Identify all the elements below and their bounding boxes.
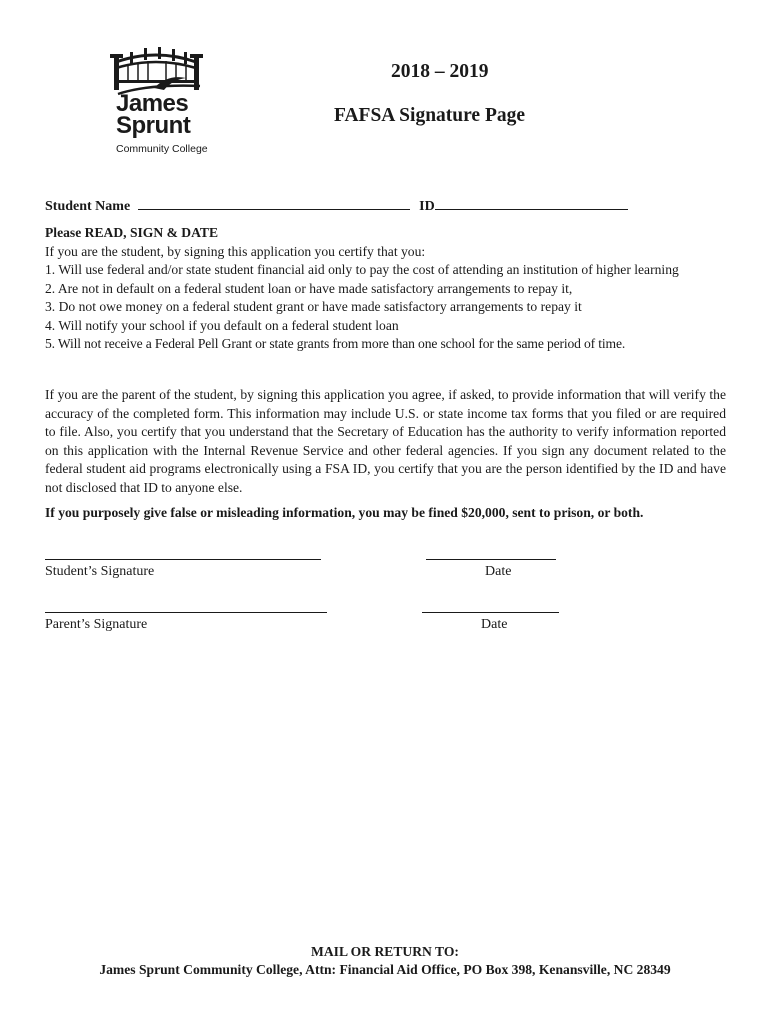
student-date-label: Date [485, 564, 512, 579]
certification-item: 4. Will notify your school if you default on a federal student loan [45, 317, 399, 333]
logo-word-james: James [116, 90, 189, 117]
mail-to-address: James Sprunt Community College, Attn: Financial Aid Office, PO Box 398, Kenansville, NC 28349 [99, 962, 671, 977]
parent-certification-paragraph: If you are the parent of the student, by signing this application you agree, if asked, to provide information that will verify the accuracy of the completed form. This information may include U.S. or state income tax forms that you filed or are required to file. Also, you certify that you understand that the Secretary of Education has the authority to verify information reported on this application with the Internal Revenue Service and other federal agencies. If you sign any document related to the federal student aid programs electronically using a FSA ID, you certify that you are the person identified by the ID and have not disclosed that ID to anyone else. [45, 387, 726, 495]
certification-item: 1. Will use federal and/or state student financial aid only to pay the cost of attending an institution of higher learning [45, 262, 679, 277]
page-title: FAFSA Signature Page [334, 105, 526, 126]
parent-signature-label: Parent’s Signature [45, 617, 148, 632]
instructions-intro: If you are the student, by signing this application you certify that you: [45, 243, 426, 259]
student-id-field[interactable] [435, 196, 628, 210]
student-name-label: Student Name [45, 199, 131, 214]
student-signature-label: Student’s Signature [45, 564, 155, 579]
certification-item: 2. Are not in default on a federal student loan or have made satisfactory arrangements to repay it, [45, 280, 573, 296]
student-info-row [45, 196, 628, 216]
bridge-logo-icon [108, 44, 208, 96]
parent-date-line[interactable] [422, 611, 559, 613]
certification-item: 5. Will not receive a Federal Pell Grant or state grants from more than one school for the same period of time. [45, 336, 626, 351]
mail-to-heading: MAIL OR RETURN TO: [311, 944, 459, 959]
student-certification [45, 224, 726, 354]
student-name-field[interactable] [138, 196, 410, 210]
college-logo [108, 44, 208, 156]
parent-signature-line[interactable] [45, 611, 327, 613]
certification-item: 3. Do not owe money on a federal student grant or have made satisfactory arrangements to repay it [45, 299, 582, 314]
penalty-warning: If you purposely give false or misleading information, you may be fined $20,000, sent to prison, or both. [45, 505, 644, 520]
aid-year: 2018 – 2019 [391, 61, 489, 82]
logo-word-community-college: Community College [116, 143, 208, 155]
instructions-heading: Please READ, SIGN & DATE [45, 225, 219, 240]
logo-word-sprunt: Sprunt [116, 112, 191, 139]
student-id-label: ID [419, 199, 435, 214]
student-signature-line[interactable] [45, 558, 321, 560]
parent-date-label: Date [481, 617, 508, 632]
student-date-line[interactable] [426, 558, 556, 560]
